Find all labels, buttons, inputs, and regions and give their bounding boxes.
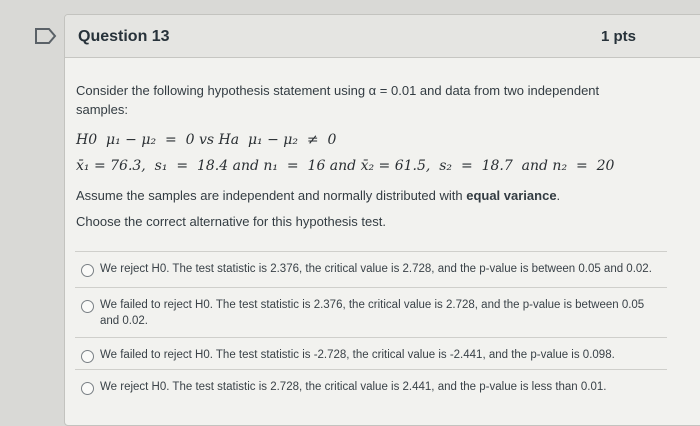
radio-button[interactable]	[81, 300, 94, 313]
hypothesis-statement: H0 μ₁ − μ₂ = 0 vs Ha μ₁ − μ₂ ≠ 0	[76, 132, 337, 148]
answer-option[interactable]	[75, 337, 667, 370]
question-points: 1 pts	[600, 28, 636, 45]
answer-label: We failed to reject H0. The test statistic is -2.728, the critical value is -2.441, and the p-value is 0.098.	[100, 349, 615, 361]
answer-label: We failed to reject H0. The test statistic is 2.376, the critical value is 2.728, and the p-value is between 0.05 and 0.02.	[100, 299, 645, 327]
answer-option[interactable]	[75, 287, 667, 338]
equal-variance-emphasis: equal variance	[466, 188, 557, 203]
assumption-text: Assume the samples are independent and normally distributed with equal variance.	[76, 188, 561, 203]
answer-label: We reject H0. The test statistic is 2.728, the critical value is 2.441, and the p-value is less than 0.01.	[100, 381, 607, 393]
radio-button[interactable]	[81, 382, 94, 395]
question-header	[65, 15, 700, 58]
radio-button[interactable]	[81, 264, 94, 277]
question-title: Question 13	[78, 28, 170, 45]
instruction-text: Choose the correct alternative for this hypothesis test.	[76, 214, 386, 229]
question-intro: Consider the following hypothesis statement using α = 0.01 and data from two independent samples:	[76, 83, 600, 117]
radio-button[interactable]	[81, 350, 94, 363]
answer-option[interactable]	[75, 369, 667, 404]
bookmark-icon[interactable]	[34, 27, 58, 45]
sample-data: x̄₁ = 76.3, s₁ = 18.4 and n₁ = 16 and x̄₂ = 61.5, s₂ = 18.7 and n₂ = 20	[76, 158, 615, 174]
question-card	[64, 14, 700, 426]
answer-option[interactable]	[75, 251, 667, 288]
answer-label: We reject H0. The test statistic is 2.376, the critical value is 2.728, and the p-value is between 0.05 and 0.02.	[100, 263, 652, 275]
